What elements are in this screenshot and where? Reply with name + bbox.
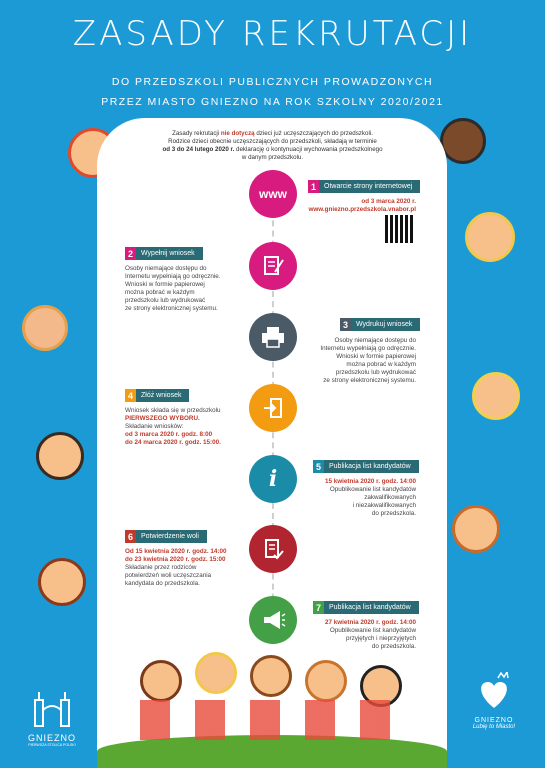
kid-illustration (472, 372, 520, 420)
kids-bodies (140, 700, 400, 740)
www-icon: www (249, 170, 297, 218)
step-4-header: 4 Złóż wniosek (125, 389, 189, 402)
form-pen-icon (249, 242, 297, 290)
subtitle-line-2: PRZEZ MIASTO GNIEZNO NA ROK SZKOLNY 2020/2021 (101, 96, 444, 108)
kid-illustration (195, 652, 237, 694)
kid-illustration (38, 558, 86, 606)
step-3-header: 3 Wydrukuj wniosek (340, 318, 420, 331)
kid-illustration (440, 118, 486, 164)
step-7-text: 27 kwietnia 2020 r. godz. 14:00 Opublikowanie list kandydatów przyjętych i nieprzyjętych do przedszkola. (324, 619, 416, 650)
kid-illustration (250, 655, 292, 697)
heart-crown-icon (474, 672, 514, 712)
page-title: ZASADY REKRUTACJI (72, 14, 473, 54)
subtitle-line-1: DO PRZEDSZKOLI PUBLICZNYCH PROWADZONYCH (111, 76, 434, 88)
kid-illustration (36, 432, 84, 480)
megaphone-icon (249, 596, 297, 644)
step-4-text: Wniosek składa się w przedszkolu PIERWSZEGO WYBORU. Składanie wniosków: od 3 marca 2020 r. godz. 8:00 do 24 marca 2020 r. godz. 15:00. (125, 407, 221, 446)
kid-illustration (140, 660, 182, 702)
gniezno-logo-right: GNIEZNO Lubię to Miasto! (466, 672, 522, 730)
step-2-header: 2 Wypełnij wniosek (125, 247, 203, 260)
printer-icon (249, 313, 297, 361)
kid-illustration (22, 305, 68, 351)
step-1-header: 1 Otwarcie strony internetowej (308, 180, 420, 193)
step-3-text: Osoby niemające dostępu do Internetu wypełniają go odręcznie. Wnioski w formie papierowej można pobrać w każdym przedszkolu lub wydrukować ze strony elektronicznej systemu. (320, 337, 416, 384)
kid-illustration (465, 212, 515, 262)
step-6-header: 6 Potwierdzenie woli (125, 530, 207, 543)
qr-code (385, 215, 413, 243)
gniezno-logo-left: GNIEZNO PIERWSZA STOLICA POLSKI (22, 690, 82, 747)
step-7-header: 7 Publikacja list kandydatów (313, 601, 419, 614)
kid-illustration (305, 660, 347, 702)
kid-illustration (452, 505, 500, 553)
step-6-text: Od 15 kwietnia 2020 r. godz. 14:00 do 23 kwietnia 2020 r. godz. 15:00 Składanie przez rodziców potwierdzeń woli uczęszczania kandydata do przedszkola. (125, 548, 227, 587)
submit-arrow-icon (249, 384, 297, 432)
step-1-text: od 3 marca 2020 r. www.gniezno.przedszkola.vnabor.pl (308, 198, 416, 213)
intro-text: Zasady rekrutacji nie dotyczą dzieci już uczęszczających do przedszkoli. Rodzice dzieci obecnie uczęszczających do przedszkoli, składają w terminie od 3 do 24 lutego 2020 r. deklarację o kontynuacji wychowania przedszkolnego w danym przedszkolu. (162, 130, 383, 161)
step-5-text: 15 kwietnia 2020 r. godz. 14:00 Opublikowanie list kandydatów zakwalifikowanych i niezakwalifikowanych do przedszkola. (324, 478, 416, 517)
cathedral-icon (27, 690, 77, 728)
step-2-text: Osoby niemające dostępu do Internetu wypełniają go odręcznie. Wnioski w formie papierowej można pobrać w każdym przedszkolu lub wydrukować ze strony elektronicznej systemu. (125, 265, 221, 312)
info-icon: i (249, 455, 297, 503)
document-check-icon (249, 525, 297, 573)
step-5-header: 5 Publikacja list kandydatów (313, 460, 419, 473)
